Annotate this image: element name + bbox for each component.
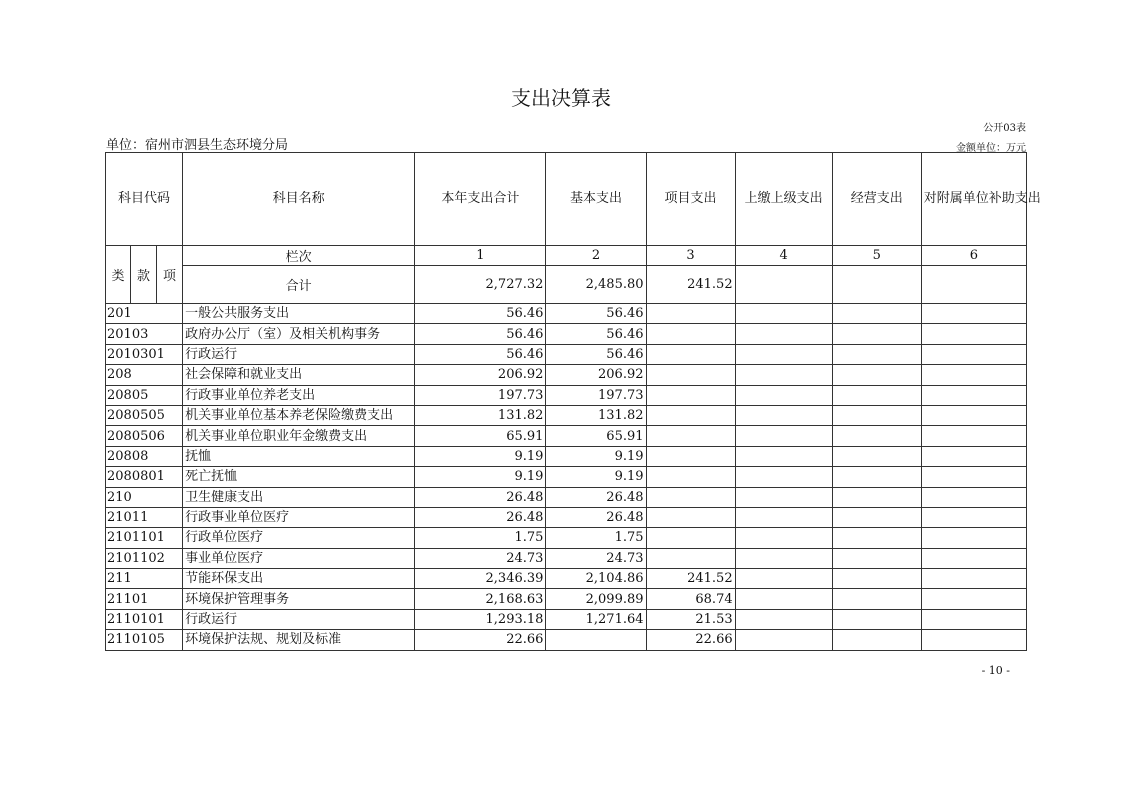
table-row	[106, 467, 1027, 487]
table-row	[106, 589, 1027, 609]
cell-project	[646, 405, 735, 425]
cell-subsidy	[921, 365, 1026, 385]
cell-upper	[735, 507, 832, 527]
cell-subsidy	[921, 385, 1026, 405]
table-header-row	[106, 153, 1027, 246]
table-row	[106, 569, 1027, 589]
cell-project	[646, 548, 735, 568]
cell-code: 208	[106, 365, 183, 385]
cell-total: 9.19	[415, 467, 546, 487]
cell-business	[832, 487, 921, 507]
cell-project	[646, 344, 735, 364]
cell-project	[646, 304, 735, 324]
cell-total: 22.66	[415, 630, 546, 650]
total-business	[832, 266, 921, 304]
cell-business	[832, 385, 921, 405]
column-index-row	[106, 246, 1027, 266]
header-name: 科目名称	[183, 153, 415, 246]
cell-business	[832, 467, 921, 487]
cell-basic: 56.46	[546, 304, 646, 324]
cell-basic: 56.46	[546, 324, 646, 344]
cell-subsidy	[921, 609, 1026, 629]
cell-business	[832, 405, 921, 425]
cell-code: 2110101	[106, 609, 183, 629]
cell-subsidy	[921, 426, 1026, 446]
total-label: 合计	[183, 266, 415, 304]
cell-total: 9.19	[415, 446, 546, 466]
cell-name: 行政运行	[183, 344, 415, 364]
cell-total: 56.46	[415, 304, 546, 324]
cell-basic: 1.75	[546, 528, 646, 548]
cell-total: 1,293.18	[415, 609, 546, 629]
column-index-1: 1	[415, 246, 546, 266]
cell-name: 环境保护法规、规划及标准	[183, 630, 415, 650]
cell-upper	[735, 385, 832, 405]
cell-name: 机关事业单位职业年金缴费支出	[183, 426, 415, 446]
cell-name: 死亡抚恤	[183, 467, 415, 487]
cell-subsidy	[921, 405, 1026, 425]
cell-subsidy	[921, 446, 1026, 466]
cell-total: 2,346.39	[415, 569, 546, 589]
cell-name: 行政单位医疗	[183, 528, 415, 548]
cell-name: 环境保护管理事务	[183, 589, 415, 609]
cell-business	[832, 426, 921, 446]
cell-upper	[735, 589, 832, 609]
cell-business	[832, 589, 921, 609]
cell-business	[832, 365, 921, 385]
cell-basic: 2,104.86	[546, 569, 646, 589]
cell-business	[832, 569, 921, 589]
cell-total: 1.75	[415, 528, 546, 548]
cell-name: 卫生健康支出	[183, 487, 415, 507]
cell-code: 2101102	[106, 548, 183, 568]
cell-total: 24.73	[415, 548, 546, 568]
table-row	[106, 344, 1027, 364]
table-row	[106, 548, 1027, 568]
cell-name: 抚恤	[183, 446, 415, 466]
cell-project	[646, 446, 735, 466]
cell-code: 21101	[106, 589, 183, 609]
cell-basic: 56.46	[546, 344, 646, 364]
header-basic: 基本支出	[546, 153, 646, 246]
total-row	[106, 266, 1027, 304]
cell-code: 201	[106, 304, 183, 324]
form-number: 公开03表	[983, 123, 1026, 134]
cell-business	[832, 507, 921, 527]
cell-basic: 206.92	[546, 365, 646, 385]
cell-total: 197.73	[415, 385, 546, 405]
cell-business	[832, 548, 921, 568]
table-row	[106, 446, 1027, 466]
page-number: - 10 -	[981, 664, 1010, 677]
cell-business	[832, 609, 921, 629]
cell-basic: 1,271.64	[546, 609, 646, 629]
cell-total: 56.46	[415, 344, 546, 364]
table-row	[106, 630, 1027, 650]
cell-project	[646, 528, 735, 548]
cell-total: 2,168.63	[415, 589, 546, 609]
cell-upper	[735, 405, 832, 425]
cell-code: 20808	[106, 446, 183, 466]
cell-project: 22.66	[646, 630, 735, 650]
cell-code: 21011	[106, 507, 183, 527]
table-row	[106, 487, 1027, 507]
total-basic: 2,485.80	[546, 266, 646, 304]
cell-code: 2010301	[106, 344, 183, 364]
cell-upper	[735, 528, 832, 548]
cell-upper	[735, 344, 832, 364]
cell-name: 行政事业单位医疗	[183, 507, 415, 527]
total-subsidy	[921, 266, 1026, 304]
header-total: 本年支出合计	[415, 153, 546, 246]
cell-upper	[735, 630, 832, 650]
cell-subsidy	[921, 589, 1026, 609]
cell-code: 211	[106, 569, 183, 589]
cell-name: 社会保障和就业支出	[183, 365, 415, 385]
cell-basic: 24.73	[546, 548, 646, 568]
cell-code: 20103	[106, 324, 183, 344]
cell-business	[832, 324, 921, 344]
cell-subsidy	[921, 344, 1026, 364]
expenditure-table	[105, 152, 1041, 651]
cell-subsidy	[921, 548, 1026, 568]
cell-basic: 26.48	[546, 507, 646, 527]
table-row	[106, 426, 1027, 446]
reporting-unit: 单位：宿州市泗县生态环境分局	[106, 138, 289, 153]
header-xiang: 项	[157, 246, 183, 304]
cell-upper	[735, 304, 832, 324]
cell-total: 206.92	[415, 365, 546, 385]
table-row	[106, 324, 1027, 344]
cell-code: 210	[106, 487, 183, 507]
cell-total: 65.91	[415, 426, 546, 446]
cell-code: 2080801	[106, 467, 183, 487]
column-index-6: 6	[921, 246, 1026, 266]
table-row	[106, 365, 1027, 385]
cell-project	[646, 487, 735, 507]
total-project: 241.52	[646, 266, 735, 304]
total-upper	[735, 266, 832, 304]
cell-project: 68.74	[646, 589, 735, 609]
amount-unit: 金额单位：万元	[956, 143, 1026, 154]
cell-name: 机关事业单位基本养老保险缴费支出	[183, 405, 415, 425]
cell-code: 2080505	[106, 405, 183, 425]
cell-basic	[546, 630, 646, 650]
cell-code: 2101101	[106, 528, 183, 548]
cell-project	[646, 365, 735, 385]
header-kuan: 款	[131, 246, 157, 304]
cell-basic: 197.73	[546, 385, 646, 405]
cell-total: 26.48	[415, 507, 546, 527]
cell-upper	[735, 609, 832, 629]
cell-subsidy	[921, 467, 1026, 487]
cell-code: 2080506	[106, 426, 183, 446]
column-index-4: 4	[735, 246, 832, 266]
cell-business	[832, 446, 921, 466]
cell-upper	[735, 467, 832, 487]
cell-name: 节能环保支出	[183, 569, 415, 589]
cell-name: 事业单位医疗	[183, 548, 415, 568]
cell-code: 20805	[106, 385, 183, 405]
cell-upper	[735, 324, 832, 344]
cell-upper	[735, 446, 832, 466]
cell-name: 行政运行	[183, 609, 415, 629]
table-row	[106, 304, 1027, 324]
cell-name: 一般公共服务支出	[183, 304, 415, 324]
table-row	[106, 609, 1027, 629]
cell-basic: 131.82	[546, 405, 646, 425]
cell-total: 26.48	[415, 487, 546, 507]
cell-subsidy	[921, 304, 1026, 324]
cell-subsidy	[921, 630, 1026, 650]
cell-upper	[735, 487, 832, 507]
cell-project: 241.52	[646, 569, 735, 589]
cell-subsidy	[921, 569, 1026, 589]
header-business: 经营支出	[832, 153, 921, 246]
column-index-label: 栏次	[183, 246, 415, 266]
cell-upper	[735, 426, 832, 446]
cell-project: 21.53	[646, 609, 735, 629]
cell-subsidy	[921, 324, 1026, 344]
table-row	[106, 528, 1027, 548]
cell-subsidy	[921, 507, 1026, 527]
cell-subsidy	[921, 487, 1026, 507]
cell-upper	[735, 569, 832, 589]
cell-total: 56.46	[415, 324, 546, 344]
page-title: 支出决算表	[511, 86, 611, 110]
cell-basic: 2,099.89	[546, 589, 646, 609]
cell-business	[832, 630, 921, 650]
table-row	[106, 405, 1027, 425]
cell-upper	[735, 365, 832, 385]
total-total: 2,727.32	[415, 266, 546, 304]
header-lei: 类	[106, 246, 131, 304]
cell-total: 131.82	[415, 405, 546, 425]
cell-project	[646, 467, 735, 487]
cell-business	[832, 528, 921, 548]
column-index-3: 3	[646, 246, 735, 266]
cell-basic: 9.19	[546, 467, 646, 487]
cell-name: 行政事业单位养老支出	[183, 385, 415, 405]
column-index-2: 2	[546, 246, 646, 266]
cell-project	[646, 507, 735, 527]
header-project: 项目支出	[646, 153, 735, 246]
cell-project	[646, 426, 735, 446]
cell-project	[646, 324, 735, 344]
cell-business	[832, 304, 921, 324]
cell-project	[646, 385, 735, 405]
table-row	[106, 385, 1027, 405]
header-subsidy: 对附属单位补助支出	[921, 153, 1026, 246]
cell-subsidy	[921, 528, 1026, 548]
cell-business	[832, 344, 921, 364]
column-index-5: 5	[832, 246, 921, 266]
header-upper: 上缴上级支出	[735, 153, 832, 246]
cell-name: 政府办公厅（室）及相关机构事务	[183, 324, 415, 344]
header-code: 科目代码	[106, 153, 183, 246]
cell-code: 2110105	[106, 630, 183, 650]
table-row	[106, 507, 1027, 527]
cell-basic: 65.91	[546, 426, 646, 446]
cell-upper	[735, 548, 832, 568]
cell-basic: 26.48	[546, 487, 646, 507]
cell-basic: 9.19	[546, 446, 646, 466]
